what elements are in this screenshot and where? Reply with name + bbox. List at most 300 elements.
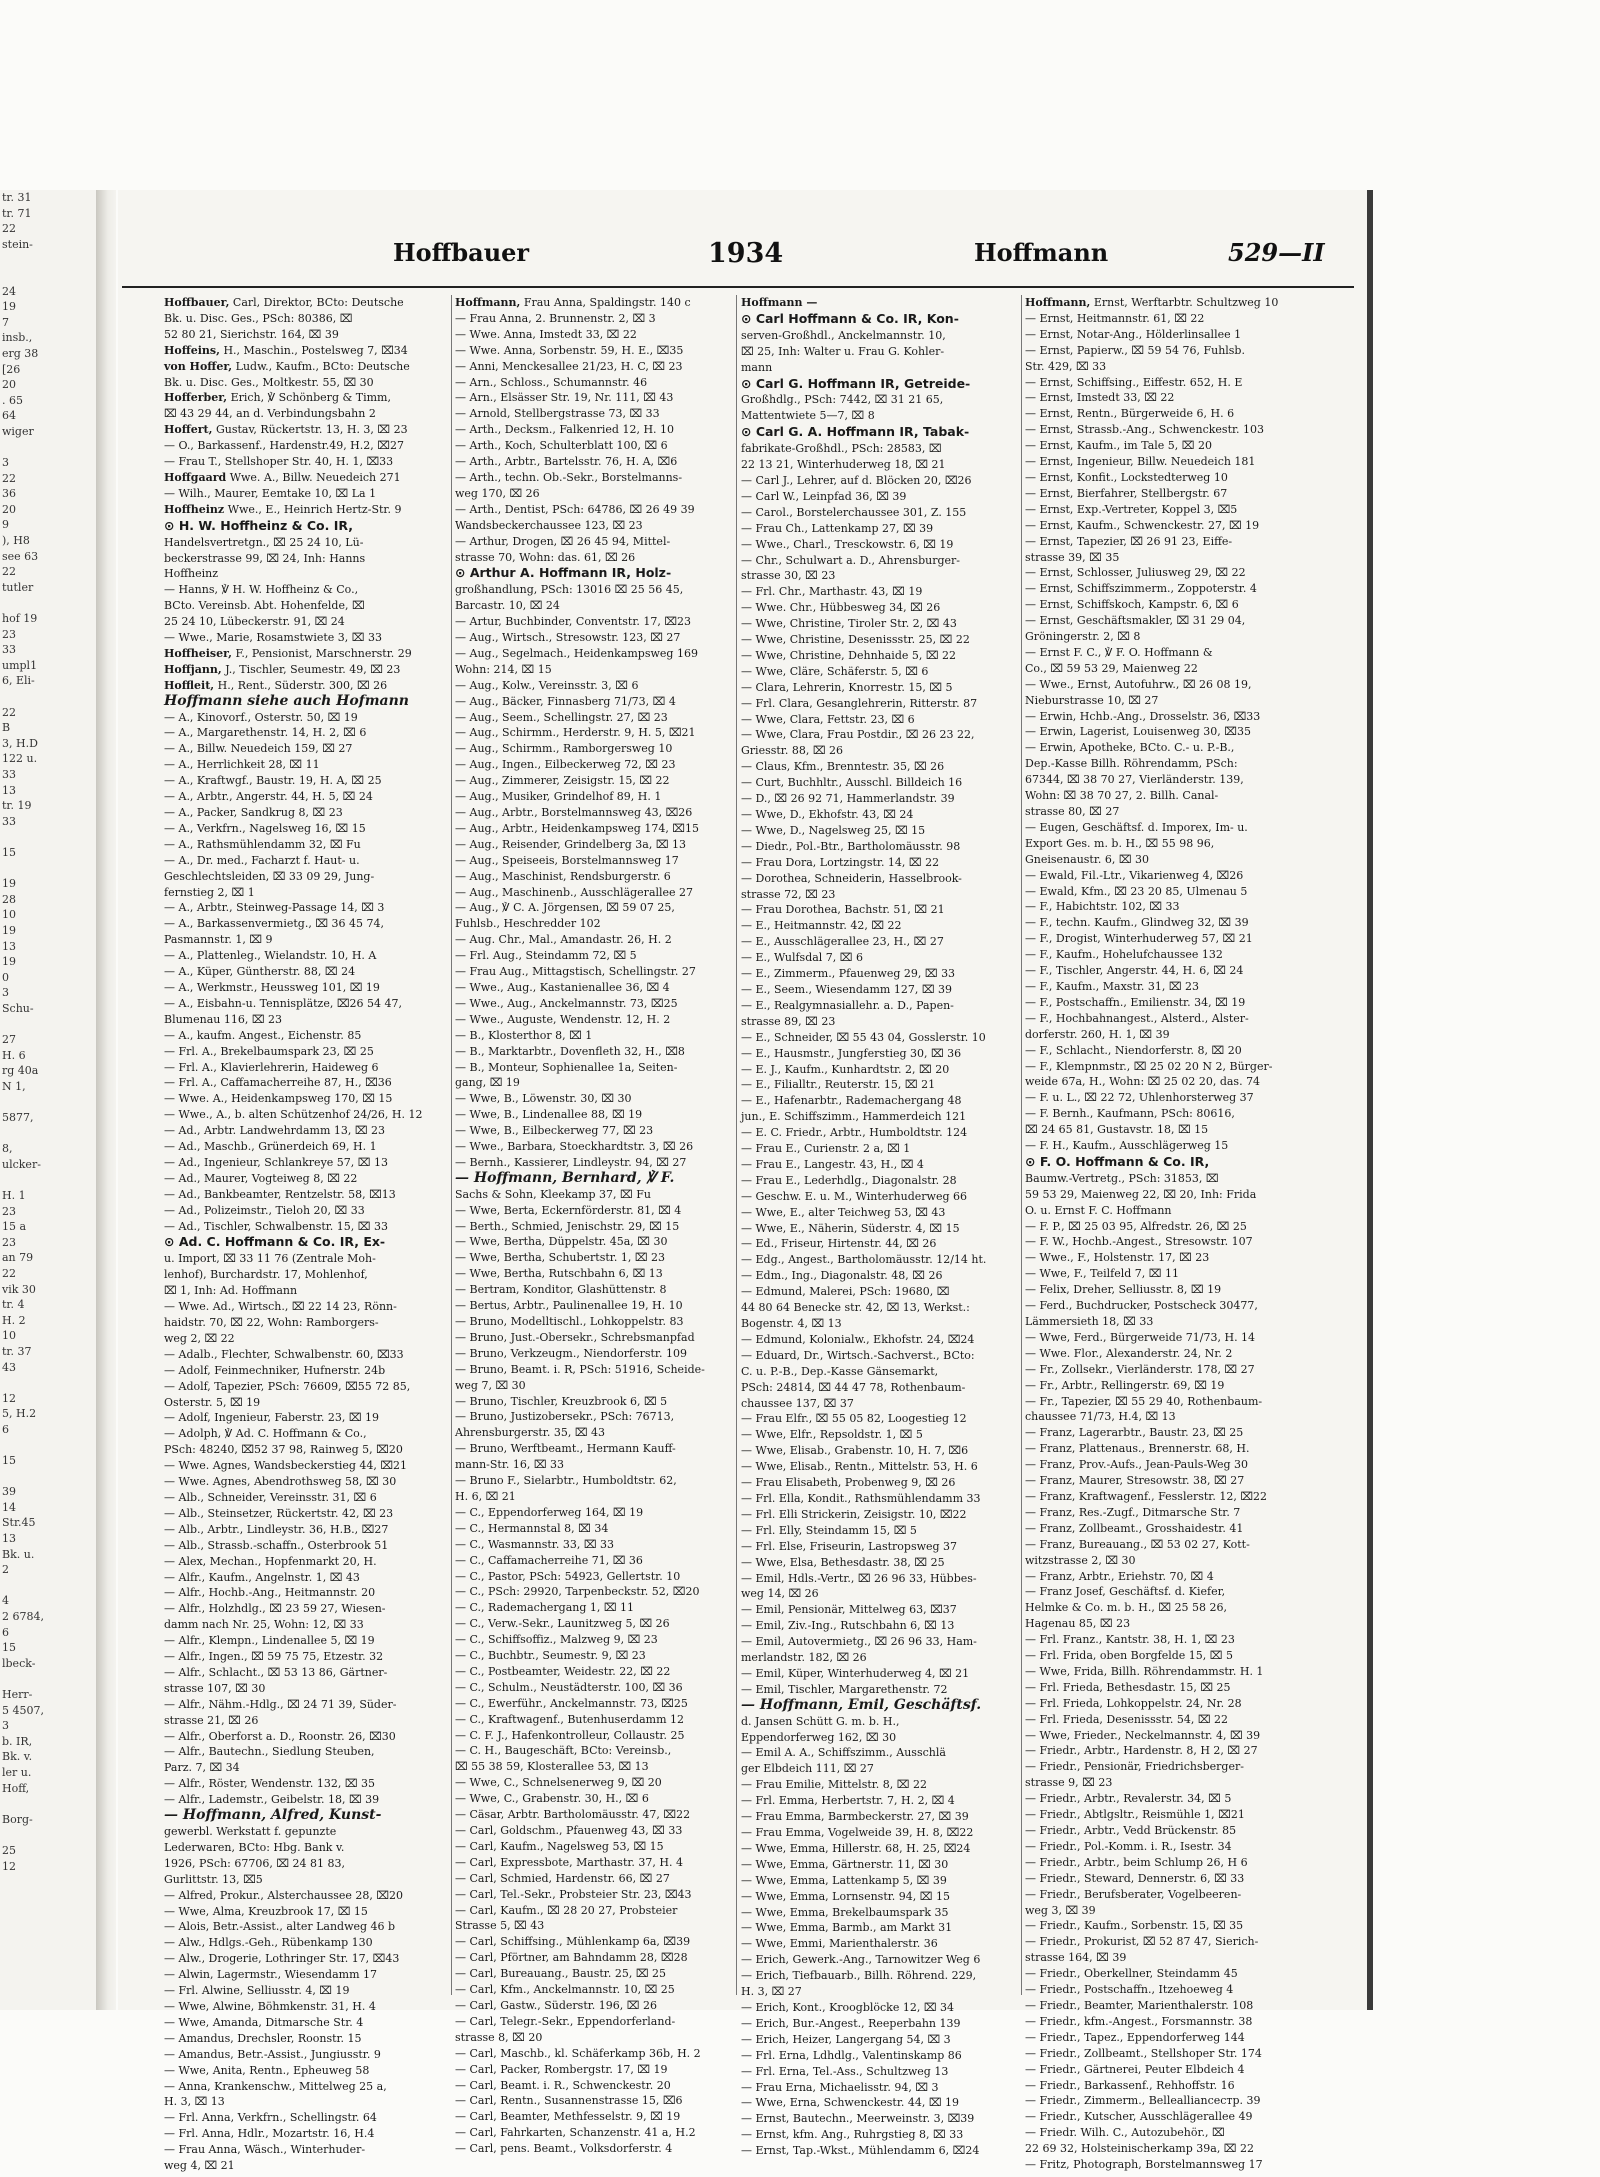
left-page-fragment: 3 [2, 986, 9, 1000]
entry-text: Mattentwiete 5—7, ⌧ 8 [741, 409, 875, 423]
entry-text: — Erich, Tiefbauarb., Billh. Röhrend. 229, [741, 1969, 977, 1983]
directory-entry [1025, 1600, 1305, 1616]
directory-entry [741, 839, 1021, 855]
entry-text: Sachs & Sohn, Kleekamp 37, ⌧ Fu [455, 1187, 651, 1201]
firm-entry [455, 565, 735, 582]
entry-text: — E., Seem., Wiesendamm 127, ⌧ 39 [741, 982, 952, 996]
directory-entry [455, 932, 735, 948]
directory-entry [455, 2078, 735, 2094]
directory-entry [741, 1077, 1021, 1093]
directory-entry [164, 1474, 444, 1490]
entry-text: — Friedr., Arbtr., Revalerstr. 34, ⌧ 5 [1025, 1792, 1232, 1806]
directory-entry [164, 1967, 444, 1983]
entry-text: Großhdlg., PSch: 7442, ⌧ 31 21 65, [741, 393, 944, 407]
directory-entry [1025, 1569, 1305, 1585]
directory-entry [455, 662, 735, 678]
entry-text: — Carl, Bureauang., Baustr. 25, ⌧ 25 [455, 1967, 666, 1981]
directory-entry [1025, 565, 1305, 581]
directory-entry [741, 489, 1021, 505]
directory-entry [1025, 1998, 1305, 2014]
directory-entry [164, 1872, 444, 1888]
entry-text: ⊙ Carl Hoffmann & Co. IR, Kon- [741, 310, 959, 326]
directory-entry [741, 1730, 1021, 1746]
entry-text: haidstr. 70, ⌧ 22, Wohn: Ramborgers- [164, 1316, 379, 1329]
directory-entry [455, 1028, 735, 1044]
directory-entry [1025, 1553, 1305, 1569]
entry-text: — Frau Erna, Michaelisstr. 94, ⌧ 3 [741, 2080, 939, 2094]
directory-entry [1025, 1823, 1305, 1839]
entry-text: — Frl. Ella, Kondit., Rathsmühlendamm 33 [741, 1491, 981, 1505]
entry-text: — E., Ausschlägerallee 23, H., ⌧ 27 [741, 935, 944, 949]
directory-entry [1025, 1807, 1305, 1823]
directory-entry [741, 1650, 1021, 1666]
directory-entry [164, 2158, 444, 2174]
directory-entry [741, 2080, 1021, 2096]
directory-entry [164, 980, 444, 996]
left-page-fragment: b. IR, [2, 1734, 33, 1748]
entry-text: Nieburstrasse 10, ⌧ 27 [1025, 693, 1159, 707]
entry-text: — Erwin, Apotheke, BCto. C.- u. P.-B., [1025, 741, 1235, 755]
directory-entry [741, 2143, 1021, 2159]
left-page-fragment: 12 [2, 1391, 16, 1405]
left-page-fragment: 33 [2, 767, 16, 781]
entry-text: Ernst, Werftarbtr. Schultzweg 10 [1093, 296, 1279, 309]
entry-text: — B., Monteur, Sophienallee 1a, Seiten- [455, 1060, 678, 1074]
directory-entry [164, 2110, 444, 2126]
entry-text: Geschlechtsleiden, ⌧ 33 09 29, Jung- [164, 869, 375, 883]
entry-text: — Arn., Elsässer Str. 19, Nr. 111, ⌧ 43 [455, 391, 674, 405]
entry-text: — C., Pastor, PSch: 54923, Gellertstr. 10 [455, 1569, 681, 1583]
directory-entry [164, 1999, 444, 2015]
left-page-fragment: 5, H.2 [2, 1407, 37, 1421]
entry-text: H., Rent., Süderstr. 300, ⌧ 26 [217, 678, 388, 692]
entry-text: — Ernst, Papierw., ⌧ 59 54 76, Fuhlsb. [1025, 343, 1245, 357]
directory-entry [164, 1522, 444, 1538]
directory-entry [1025, 1346, 1305, 1362]
entry-text: — F., Schlacht., Niendorferstr. 8, ⌧ 20 [1025, 1043, 1242, 1057]
entry-text: — Frau T., Stellshoper Str. 40, H. 1, ⌧33 [164, 455, 394, 469]
left-page-fragment: wiger [2, 424, 34, 438]
directory-entry [1025, 740, 1305, 756]
left-page-fragment: see 63 [2, 549, 39, 563]
left-page-fragment: tr. 37 [2, 1344, 32, 1358]
directory-entry [455, 1728, 735, 1744]
directory-column-3 [741, 295, 1021, 2158]
entry-text: Baumw.-Vertretg., PSch: 31853, ⌧ [1025, 1171, 1219, 1185]
entry-text: — Arth., techn. Ob.-Sekr., Borstelmanns- [455, 470, 683, 484]
entry-text: PSch: 48240, ⌧52 37 98, Rainweg 5, ⌧20 [164, 1443, 403, 1457]
entry-text: — Wwe, Ferd., Bürgerweide 71/73, H. 14 [1025, 1330, 1256, 1344]
directory-entry [164, 1267, 444, 1283]
entry-text: Gurlittstr. 13, ⌧5 [164, 1872, 263, 1886]
entry-text: — Friedr., Barkassenf., Rehhoffstr. 16 [1025, 2078, 1235, 2092]
entry-text: — Carl, Kfm., Anckelmannstr. 10, ⌧ 25 [455, 1983, 675, 1997]
directory-entry [741, 457, 1021, 473]
left-page-fragment: tutler [2, 580, 34, 594]
left-page-fragment: 6 [2, 1422, 9, 1436]
entry-text: — Ernst, Ingenieur, Billw. Neuedeich 181 [1025, 455, 1256, 469]
entry-text: — Aug., ℣ C. A. Jörgensen, ⌧ 59 07 25, [455, 901, 675, 915]
entry-text: — Wwe, Frieder., Neckelmannstr. 4, ⌧ 39 [1025, 1728, 1261, 1742]
left-page-fragment: hof 19 [2, 612, 38, 626]
entry-text: witzstrasse 2, ⌧ 30 [1025, 1553, 1136, 1567]
entry-surname: Hoffmann, [455, 296, 521, 309]
entry-text: — Franz, Kraftwagenf., Fesslerstr. 12, ⌧22 [1025, 1489, 1268, 1503]
directory-entry [164, 2079, 444, 2095]
left-page-fragment: 15 [2, 1641, 16, 1655]
entry-text: — Aug., Schirmm., Ramborgersweg 10 [455, 742, 673, 756]
directory-entry [164, 1633, 444, 1649]
entry-text: Wwe. A., Billw. Neuedeich 271 [229, 470, 401, 484]
entry-text: — Bertus, Arbtr., Paulinenallee 19, H. 10 [455, 1299, 683, 1313]
entry-text: — Ernst, Schiffskoch, Kampstr. 6, ⌧ 6 [1025, 598, 1239, 612]
entry-text: — Eugen, Geschäftsf. d. Imporex, Im- u. [1025, 820, 1248, 834]
left-page-fragment: Bk. v. [2, 1750, 33, 1764]
directory-entry [1025, 1441, 1305, 1457]
entry-text: — Friedr., Kaufm., Sorbenstr. 15, ⌧ 35 [1025, 1919, 1244, 1933]
directory-entry [741, 1109, 1021, 1125]
directory-entry [1025, 1521, 1305, 1537]
directory-entry [1025, 1839, 1305, 1855]
left-page-fragment: [26 [2, 362, 21, 376]
directory-entry [164, 1570, 444, 1586]
firm-entry [741, 311, 1021, 328]
entry-text: Pasmannstr. 1, ⌧ 9 [164, 933, 273, 947]
entry-text: Frau Anna, Spaldingstr. 140 c [523, 296, 691, 309]
entry-text: Barcastr. 10, ⌧ 24 [455, 599, 560, 613]
entry-text: — Ad., Maurer, Vogteiweg 8, ⌧ 22 [164, 1171, 358, 1185]
directory-entry [1025, 1074, 1305, 1090]
entry-text: — F. P., ⌧ 25 03 95, Alfredstr. 26, ⌧ 25 [1025, 1219, 1247, 1233]
directory-entry [1025, 1282, 1305, 1298]
entry-text: — Alois, Betr.-Assist., alter Landweg 46 b [164, 1920, 396, 1934]
directory-entry [164, 1506, 444, 1522]
directory-entry [164, 1665, 444, 1681]
directory-entry [741, 1316, 1021, 1332]
directory-entry [455, 1934, 735, 1950]
directory-entry [741, 2016, 1021, 2032]
entry-text: — C., Postbeamter, Weidestr. 22, ⌧ 22 [455, 1664, 671, 1678]
entry-text: — Alfr., Oberforst a. D., Roonstr. 26, ⌧30 [164, 1729, 396, 1743]
entry-text: Gustav, Rückertstr. 13, H. 3, ⌧ 23 [215, 423, 408, 437]
entry-text: — Hanns, ℣ H. W. Hoffheinz & Co., [164, 583, 359, 597]
directory-entry [1025, 1759, 1305, 1775]
directory-entry [455, 1648, 735, 1664]
directory-entry [741, 1555, 1021, 1571]
entry-text: — F., Kaufm., Hohelufchaussee 132 [1025, 948, 1223, 962]
directory-entry [1025, 343, 1305, 359]
entry-text: — Wwe, B., Löwenstr. 30, ⌧ 30 [455, 1092, 632, 1106]
entry-text: fernstieg 2, ⌧ 1 [164, 885, 255, 899]
directory-entry [741, 1062, 1021, 1078]
entry-surname: Hoffbauer, [164, 296, 230, 309]
directory-entry [741, 473, 1021, 489]
directory-entry [455, 1584, 735, 1600]
entry-text: — Frl. Frida, oben Borgfelde 15, ⌧ 5 [1025, 1649, 1233, 1663]
entry-text: — Alwin, Lagermstr., Wiesendamm 17 [164, 1968, 378, 1982]
directory-entry [1025, 1394, 1305, 1410]
entry-text: — C., PSch: 29920, Tarpenbeckstr. 52, ⌧20 [455, 1585, 700, 1599]
entry-text: 22 13 21, Winterhuderweg 18, ⌧ 21 [741, 458, 946, 472]
firm-entry [164, 1234, 444, 1251]
directory-entry [455, 1950, 735, 1966]
entry-text: d. Jansen Schütt G. m. b. H., [741, 1714, 900, 1728]
directory-entry [1025, 1680, 1305, 1696]
directory-entry [455, 454, 735, 470]
entry-text: — Friedr., Berufsberater, Vogelbeeren- [1025, 1887, 1242, 1901]
directory-entry [164, 1363, 444, 1379]
entry-text: — Wwe, Amanda, Ditmarsche Str. 4 [164, 2015, 364, 2029]
entry-text: — F., Tischler, Angerstr. 44, H. 6, ⌧ 24 [1025, 964, 1244, 978]
entry-text: Gröningerstr. 2, ⌧ 8 [1025, 630, 1141, 644]
directory-entry [1025, 645, 1305, 661]
directory-entry [164, 1139, 444, 1155]
directory-entry [1025, 884, 1305, 900]
directory-entry [1025, 693, 1305, 709]
directory-entry [741, 950, 1021, 966]
directory-entry [1025, 470, 1305, 486]
left-page-fragment [0, 252, 96, 268]
left-page-fragment: 22 [2, 705, 16, 719]
entry-text: — Frau Emilie, Mittelstr. 8, ⌧ 22 [741, 1778, 927, 1792]
directory-entry [455, 598, 735, 614]
left-page-fragment: 13 [2, 783, 16, 797]
entry-text: Co., ⌧ 59 53 29, Maienweg 22 [1025, 661, 1198, 675]
directory-entry [1025, 1219, 1305, 1235]
left-page-fragment: tr. 31 [2, 191, 32, 204]
directory-entry [1025, 1473, 1305, 1489]
entry-text: — Wwe, Elsa, Bethesdastr. 38, ⌧ 25 [741, 1555, 945, 1569]
left-page-fragment: 19 [2, 877, 16, 891]
directory-entry [455, 2062, 735, 2078]
directory-entry [741, 664, 1021, 680]
directory-entry [164, 1824, 444, 1840]
entry-text: — C., Hermannstal 8, ⌧ 34 [455, 1521, 609, 1535]
entry-text: — Cäsar, Arbtr. Bartholomäusstr. 47, ⌧22 [455, 1808, 691, 1822]
entry-text: — Frau E., Langestr. 43, H., ⌧ 4 [741, 1157, 924, 1171]
entry-text: — Erwin, Lagerist, Louisenweg 30, ⌧35 [1025, 725, 1251, 739]
entry-text: — Adolf, Tapezier, PSch: 76609, ⌧55 72 85, [164, 1379, 411, 1393]
entry-text: dorferstr. 260, H. 1, ⌧ 39 [1025, 1027, 1170, 1041]
directory-entry [455, 1378, 735, 1394]
directory-column-4 [1025, 295, 1305, 2172]
entry-text: — Aug., Maschinenb., Ausschlägerallee 27 [455, 885, 694, 899]
left-page-fragment [0, 1094, 96, 1110]
header-year: 1934 [708, 238, 784, 269]
left-page-fragment: 3 [2, 1719, 9, 1733]
directory-entry [1025, 661, 1305, 677]
entry-text: H. 6, ⌧ 21 [455, 1489, 516, 1503]
entry-text: 52 80 21, Sierichstr. 164, ⌧ 39 [164, 327, 339, 341]
entry-text: — Bruno F., Sielarbtr., Humboldtstr. 62, [455, 1474, 677, 1488]
left-page-fragment: vik 30 [2, 1282, 36, 1296]
left-page-fragment: 27 [2, 1033, 16, 1047]
entry-text: — Wwe, C., Schnelsenerweg 9, ⌧ 20 [455, 1776, 662, 1790]
directory-entry [164, 1347, 444, 1363]
directory-entry [164, 757, 444, 773]
directory-entry [164, 1792, 444, 1808]
entry-text: — Emil A. A., Schiffszimm., Ausschlä [741, 1746, 946, 1760]
directory-entry [164, 1856, 444, 1872]
directory-entry [164, 646, 444, 662]
directory-entry [164, 375, 444, 391]
entry-text: — Wwe, Alma, Kreuzbrook 17, ⌧ 15 [164, 1904, 368, 1918]
entry-text: Osterstr. 5, ⌧ 19 [164, 1395, 261, 1409]
directory-entry [1025, 1138, 1305, 1154]
directory-entry [741, 632, 1021, 648]
directory-entry [1025, 1871, 1305, 1887]
left-page-fragment [0, 440, 96, 456]
entry-text: — Emil, Pensionär, Mittelweg 63, ⌧37 [741, 1603, 957, 1617]
entry-text: — Aug., Ingen., Eilbeckerweg 72, ⌧ 23 [455, 758, 676, 772]
directory-entry [455, 1807, 735, 1823]
directory-entry [1025, 1027, 1305, 1043]
entry-text: — Ewald, Kfm., ⌧ 23 20 85, Ulmenau 5 [1025, 884, 1248, 898]
entry-text: — Aug., Segelmach., Heidenkampsweg 169 [455, 646, 698, 660]
directory-entry [164, 551, 444, 567]
directory-entry [455, 773, 735, 789]
entry-text: strasse 164, ⌧ 39 [1025, 1951, 1127, 1965]
entry-text: ⌧ 55 38 59, Klosterallee 53, ⌧ 13 [455, 1760, 649, 1774]
directory-entry [455, 916, 735, 932]
entry-text: H. 3, ⌧ 27 [741, 1985, 802, 1999]
entry-text: ⌧ 1, Inh: Ad. Hoffmann [164, 1284, 298, 1298]
left-page-fragment: H. 2 [2, 1313, 26, 1327]
directory-entry [455, 2046, 735, 2062]
entry-text: — A., Plattenleg., Wielandstr. 10, H. A [164, 949, 377, 963]
left-page-fragment: 20 [2, 502, 16, 516]
entry-text: — Bertram, Konditor, Glashüttenstr. 8 [455, 1283, 667, 1297]
entry-text: — Friedr., Pol.-Komm. i. R., Isestr. 34 [1025, 1839, 1232, 1853]
directory-entry [1025, 724, 1305, 740]
directory-entry [455, 869, 735, 885]
entry-text: Export Ges. m. b. H., ⌧ 55 98 96, [1025, 836, 1215, 850]
firm-entry [1025, 1154, 1305, 1171]
left-page-fragment: ler u. [2, 1765, 32, 1779]
entry-text: — Frl. Frieda, Desenissstr. 54, ⌧ 22 [1025, 1712, 1229, 1726]
directory-entry [164, 1283, 444, 1299]
left-page-fragment: Bk. u. [2, 1547, 35, 1561]
entry-text: 59 53 29, Maienweg 22, ⌧ 20, Inh: Frida [1025, 1187, 1257, 1201]
entry-text: — Friedr., Gärtnerei, Peuter Elbdeich 4 [1025, 2062, 1245, 2076]
directory-entry [455, 2030, 735, 2046]
entry-text: — E., Heitmannstr. 42, ⌧ 22 [741, 919, 902, 933]
directory-entry [1025, 1122, 1305, 1138]
entry-text: — Carl J., Lehrer, auf d. Blöcken 20, ⌧26 [741, 473, 972, 487]
directory-entry [741, 1873, 1021, 1889]
entry-text: jun., E. Schiffszimm., Hammerdeich 121 [741, 1110, 967, 1124]
directory-entry [455, 741, 735, 757]
directory-entry [455, 1457, 735, 1473]
entry-text: — Friedr., Zollbeamt., Stellshoper Str. 174 [1025, 2046, 1262, 2060]
directory-entry [1025, 899, 1305, 915]
left-page-fragment: N 1, [2, 1079, 26, 1093]
entry-text: — Frl. Alwine, Selliusstr. 4, ⌧ 19 [164, 1984, 350, 1998]
directory-entry [455, 1107, 735, 1123]
entry-text: — Friedr., Oberkellner, Steindamm 45 [1025, 1967, 1238, 1981]
directory-entry [164, 1299, 444, 1315]
left-page-fragment: 33 [2, 643, 16, 657]
left-page-fragment: B [2, 721, 11, 735]
directory-entry [455, 1759, 735, 1775]
directory-entry [741, 1507, 1021, 1523]
entry-text: 67344, ⌧ 38 70 27, Vierländerstr. 139, [1025, 773, 1244, 787]
entry-text: strasse 80, ⌧ 27 [1025, 805, 1120, 818]
directory-entry [164, 1044, 444, 1060]
directory-entry [741, 1682, 1021, 1698]
directory-entry [741, 1539, 1021, 1555]
directory-entry [164, 1538, 444, 1554]
directory-entry [164, 1012, 444, 1028]
entry-text: — Alw., Hdlgs.-Geh., Rübenkamp 130 [164, 1936, 373, 1950]
directory-entry [1025, 1903, 1305, 1919]
directory-entry [164, 1649, 444, 1665]
highlighted-entry [455, 1171, 735, 1187]
directory-entry [455, 900, 735, 916]
entry-surname: Hoffjann, [164, 662, 222, 676]
directory-entry [455, 1839, 735, 1855]
directory-entry [455, 1362, 735, 1378]
entry-text: — Frl. Frieda, Bethesdastr. 15, ⌧ 25 [1025, 1680, 1231, 1694]
directory-entry [164, 1442, 444, 1458]
entry-text: weide 67a, H., Wohn: ⌧ 25 02 20, das. 74 [1025, 1075, 1261, 1089]
entry-text: — Adolf, Ingenieur, Faberstr. 23, ⌧ 19 [164, 1411, 380, 1425]
directory-entry [455, 550, 735, 566]
entry-text: — Ernst, Imstedt 33, ⌧ 22 [1025, 391, 1175, 405]
directory-entry [164, 1171, 444, 1187]
directory-entry [455, 1234, 735, 1250]
directory-entry [455, 1505, 735, 1521]
entry-text: — C., Caffamacherreihe 71, ⌧ 36 [455, 1553, 643, 1567]
entry-text: — Edg., Angest., Bartholomäusstr. 12/14 ht. [741, 1253, 987, 1267]
entry-text: — Arth., Decksm., Falkenried 12, H. 10 [455, 423, 675, 437]
directory-entry [741, 1745, 1021, 1761]
entry-text: — Alw., Drogerie, Lothringer Str. 17, ⌧43 [164, 1952, 400, 1966]
entry-text: — Edmund, Malerei, PSch: 19680, ⌧ [741, 1285, 950, 1299]
directory-entry [741, 1825, 1021, 1841]
left-page-fragment: 13 [2, 939, 16, 953]
entry-text: ⊙ F. O. Hoffmann & Co. IR, [1025, 1153, 1210, 1169]
entry-text: — Alfr., Klempn., Lindenallee 5, ⌧ 19 [164, 1634, 375, 1648]
entry-text: — Erich, Gewerk.-Ang., Tarnowitzer Weg 6 [741, 1953, 981, 1967]
entry-text: — F., Drogist, Winterhuderweg 57, ⌧ 21 [1025, 932, 1253, 946]
entry-text: — Carl, Pförtner, am Bahndamm 28, ⌧28 [455, 1951, 688, 1965]
directory-entry [455, 2141, 735, 2157]
directory-entry [1025, 788, 1305, 804]
left-page-fragment: 15 [2, 1454, 16, 1468]
directory-entry [455, 964, 735, 980]
directory-entry [164, 630, 444, 646]
entry-text: — F., Postschaffn., Emilienstr. 34, ⌧ 19 [1025, 995, 1246, 1009]
left-page-fragment: 24 [2, 284, 16, 298]
entry-text: — Bruno, Justizobersekr., PSch: 76713, [455, 1410, 675, 1424]
left-page-fragment: 7 [2, 315, 9, 329]
left-page-fragment: 8, [2, 1142, 13, 1156]
entry-text: — Franz, Lagerarbtr., Baustr. 23, ⌧ 25 [1025, 1426, 1244, 1440]
directory-entry [741, 1252, 1021, 1268]
entry-text: — Carl, Schiffsing., Mühlenkamp 6a, ⌧39 [455, 1935, 691, 1949]
left-page-fragment: 2 [2, 1563, 9, 1577]
entry-text: fabrikate-Großhdl., PSch: 28583, ⌧ [741, 442, 942, 456]
directory-entry [164, 1729, 444, 1745]
directory-entry [741, 1284, 1021, 1300]
entry-text: — Wwe, Emma, Gärtnerstr. 11, ⌧ 30 [741, 1857, 949, 1871]
directory-entry [455, 1855, 735, 1871]
entry-text: — Bruno, Verkzeugm., Niendorferstr. 109 [455, 1346, 687, 1360]
directory-entry [1025, 1425, 1305, 1441]
entry-text: — A., Dr. med., Facharzt f. Haut- u. [164, 853, 360, 867]
directory-entry [164, 1983, 444, 1999]
